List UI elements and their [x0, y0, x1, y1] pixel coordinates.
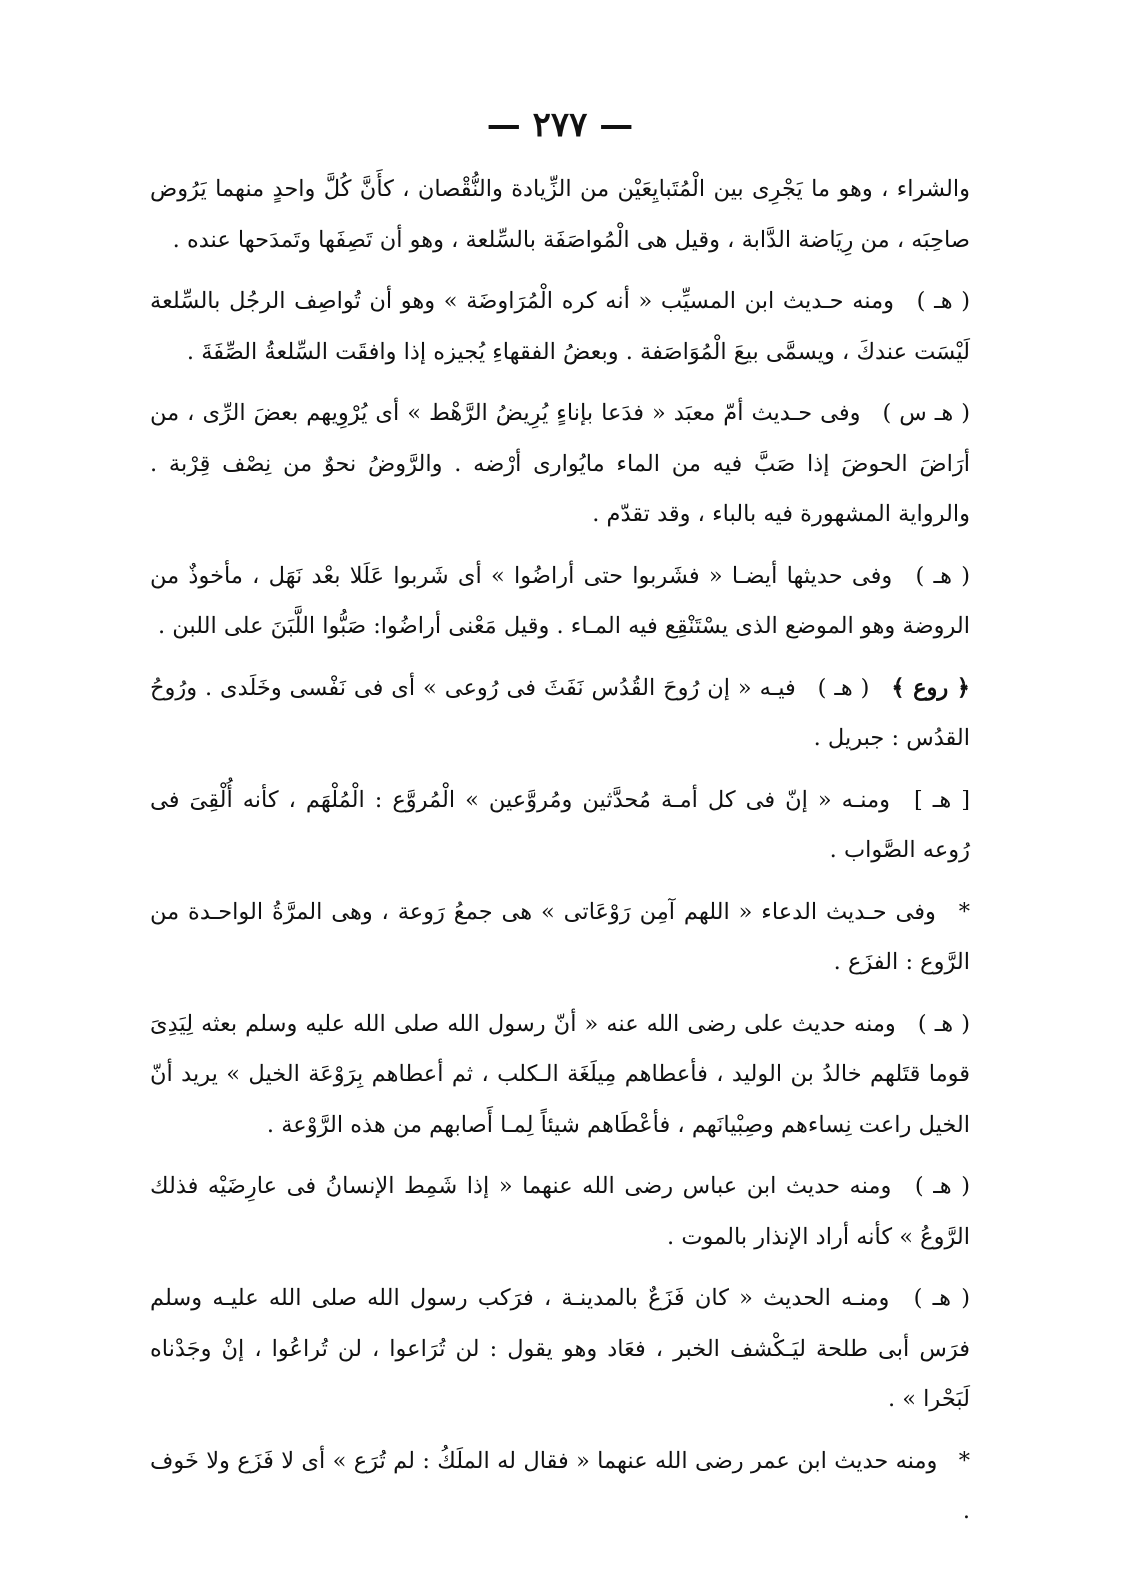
paragraph-text: ومنه حـديث ابن المسيِّب « أنه كره الْمُرَاوضَة » وهو أن تُواصِف الرجُل بالسِّلعة لَيْسَت عندكَ ، ويسمَّى بيعَ الْمُوَاصَفة . وبعضُ الفقهاءِ يُجيزه إذا وافقَت السِّلعةُ الصِّفَةَ . — [150, 288, 970, 365]
source-marker: ( هـ ) — [817, 674, 870, 701]
paragraph — [150, 663, 970, 764]
paragraph-text: ومنـه « إنّ فى كل أمـة مُحدَّثين ومُروَّعين » الْمُروَّع : الْمُلْهَم ، كأنه أُلْقِىَ فى رُوعه الصَّواب . — [150, 786, 970, 863]
paragraph — [150, 775, 970, 876]
paragraph — [150, 388, 970, 540]
source-marker: ( هـ ) — [915, 562, 970, 589]
source-marker: ( هـ ) — [917, 1010, 970, 1037]
entry-heading: ﴿ روع ﴾ — [891, 674, 970, 701]
paragraph-text: فيـه « إن رُوحَ القُدُس نَفَثَ فى رُوعى » أى فى نَفْسى وخَلَدى . ورُوحُ القدُس : جبريل . — [150, 674, 970, 751]
source-marker: ( هـ س ) — [882, 400, 971, 426]
paragraph — [150, 999, 970, 1151]
paragraph-text: وفى حديثها أيضـا « فشَربوا حتى أراضُوا » أى شَربوا عَلَلا بعْد نَهَل ، مأخوذٌ من الروضة وهو الموضع الذى يسْتَنْقِع فيه المـاء . وقيل مَعْنى أراضُوا: صَبُّوا اللَّبَنَ على اللبن . — [150, 562, 970, 639]
asterisk-marker: * — [958, 1447, 970, 1474]
document-page — [150, 100, 971, 1524]
paragraph — [150, 164, 970, 265]
paragraph — [150, 551, 970, 652]
paragraph — [150, 1161, 970, 1262]
page-number: — ٢٧٧ — — [486, 105, 634, 145]
paragraph — [150, 887, 970, 988]
source-marker: ( هـ ) — [913, 1285, 970, 1311]
paragraph-text: والشراء ، وهو ما يَجْرِى بين الْمُتَبايِعَيْن من الزِّيادة والنُّقْصان ، كأَنَّ كُلَّ واحدٍ منهما يَرُوض صاحِبَه ، من رِيَاضة الدَّابة ، وقيل هى الْمُواصَفَة بالسِّلعة ، وهو أن تَصِفَها وتَمدَحها عنده . — [150, 176, 970, 253]
paragraph — [150, 1436, 970, 1537]
paragraph-text: ومنه حديث ابن عمر رضى الله عنهما « فقال له الملَكُ : لم تُرَع » أى لا فَزَع ولا خَوف . — [150, 1447, 970, 1524]
paragraph-text: ومنه حديث على رضى الله عنه « أنّ رسول الله صلى الله عليه وسلم بعثه لِيَدِىَ قوما قتَلهم خالدُ بن الوليد ، فأعطاهم مِيلَغَة الـكلب ، ثم أعطاهم بِرَوْعَة الخيل » يريد أنّ الخيل راعت نِساءهم وصِبْيانَهم ، فأعْطَاهم شيئاً لِمـا أَصابهم من هذه الرَّوْعة . — [150, 1010, 970, 1138]
paragraph — [150, 276, 970, 377]
paragraph — [150, 1273, 970, 1425]
source-marker: ( هـ ) — [916, 288, 970, 314]
source-marker: [ هـ ] — [914, 786, 971, 813]
paragraph-text: وفى حـديث أمّ معبَد « فدَعا بإناءٍ يُرِيضُ الرَّهْط » أى يُرْوِيهم بعضَ الرِّى ، من أرَاضَ الحوضَ إذا صَبَّ فيه من الماء مايُوارى أرْضه . والرَّوضُ نحوٌ من نِصْف قِرْبة . والرواية المشهورة فيه بالباء ، وقد تقدّم . — [150, 400, 970, 527]
paragraph-text: ومنـه الحديث « كان فَزَعٌ بالمدينـة ، فرَكب رسول الله صلى الله عليـه وسلم فرَس أبى طلحة ليَـكْشف الخبر ، فعَاد وهو يقول : لن تُرَاعوا ، لن تُراعُوا ، إنْ وجَدْناه لَبَحْرا » . — [150, 1285, 970, 1412]
source-marker: ( هـ ) — [914, 1173, 970, 1199]
paragraph-text: ومنه حديث ابن عباس رضى الله عنهما « إذا شَمِط الإنسانُ فى عارِضَيْه فذلك الرَّوعُ » كأنه أراد الإنذار بالموت . — [150, 1173, 970, 1250]
asterisk-marker: * — [958, 898, 970, 925]
paragraph-text: وفى حـديث الدعاء « اللهم آمِن رَوْعَاتى » هى جمعُ رَوعة ، وهى المرَّةُ الواحـدة من الرَّوع : الفزَع . — [150, 898, 970, 975]
